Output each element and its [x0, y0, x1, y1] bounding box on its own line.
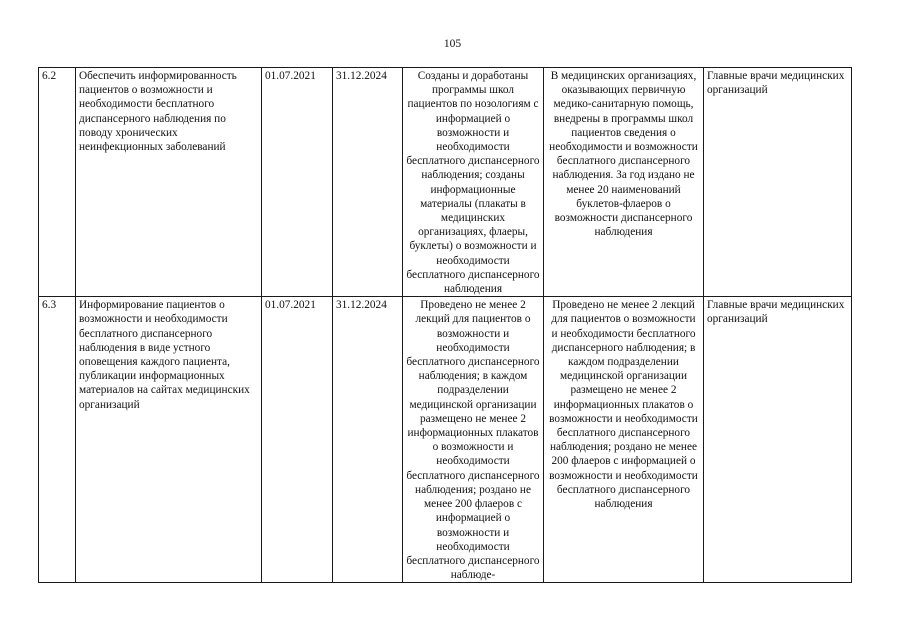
task-cell: Информирование пациентов о возможности и необходимости бесплатного диспансерного наблюдения в виде устного оповещения каждого пациента, публикации информационных материалов на сайтах медицинских организаций: [76, 297, 262, 583]
outcome-cell: Проведено не менее 2 лекций для пациентов о возможности и необходимости бесплатного диспансерного наблюдения; в каждом подразделении медицинской организации размещено не менее 2 информационных плакатов о возможности и необходимости бесплатного диспансерного наблюдения; роздано не менее 200 флаеров с информацией о возможности и необходимости бесплатного диспансерного наблюдения: [544, 297, 704, 583]
end-date-cell: 31.12.2024: [333, 297, 403, 583]
start-date-cell: 01.07.2021: [262, 297, 333, 583]
start-date-cell: 01.07.2021: [262, 68, 333, 297]
end-date-cell: 31.12.2024: [333, 68, 403, 297]
plan-table: [38, 67, 852, 583]
responsible-cell: Главные врачи медицинских организаций: [704, 68, 852, 297]
task-cell: Обеспечить информированность пациентов о возможности и необходимости бесплатного диспансерного наблюдения по поводу хронических неинфекционных заболеваний: [76, 68, 262, 297]
responsible-cell: Главные врачи медицинских организаций: [704, 297, 852, 583]
table-row: [39, 68, 852, 297]
result-cell: Созданы и доработаны программы школ пациентов по нозологиям с информацией о возможности и необходимости бесплатного диспансерного наблюдения; созданы информационные материалы (плакаты в медицинских организациях, флаеры, буклеты) о возможности и необходимости бесплатного диспансерного наблюдения: [403, 68, 544, 297]
row-number: 6.2: [39, 68, 76, 297]
row-number: 6.3: [39, 297, 76, 583]
result-cell: Проведено не менее 2 лекций для пациентов о возможности и необходимости бесплатного диспансерного наблюдения; в каждом подразделении медицинской организации размещено не менее 2 информационных плакатов о возможности и необходимости бесплатного диспансерного наблюдения; роздано не менее 200 флаеров с информацией о возможности и необходимости бесплатного диспансерного наблюде-: [403, 297, 544, 583]
page-number: 105: [443, 38, 462, 50]
table-row: [39, 297, 852, 583]
outcome-cell: В медицинских организациях, оказывающих первичную медико-санитарную помощь, внедрены в программы школ пациентов сведения о необходимости и возможности бесплатного диспансерного наблюдения. За год издано не менее 20 наименований буклетов-флаеров о возможности диспансерного наблюдения: [544, 68, 704, 297]
